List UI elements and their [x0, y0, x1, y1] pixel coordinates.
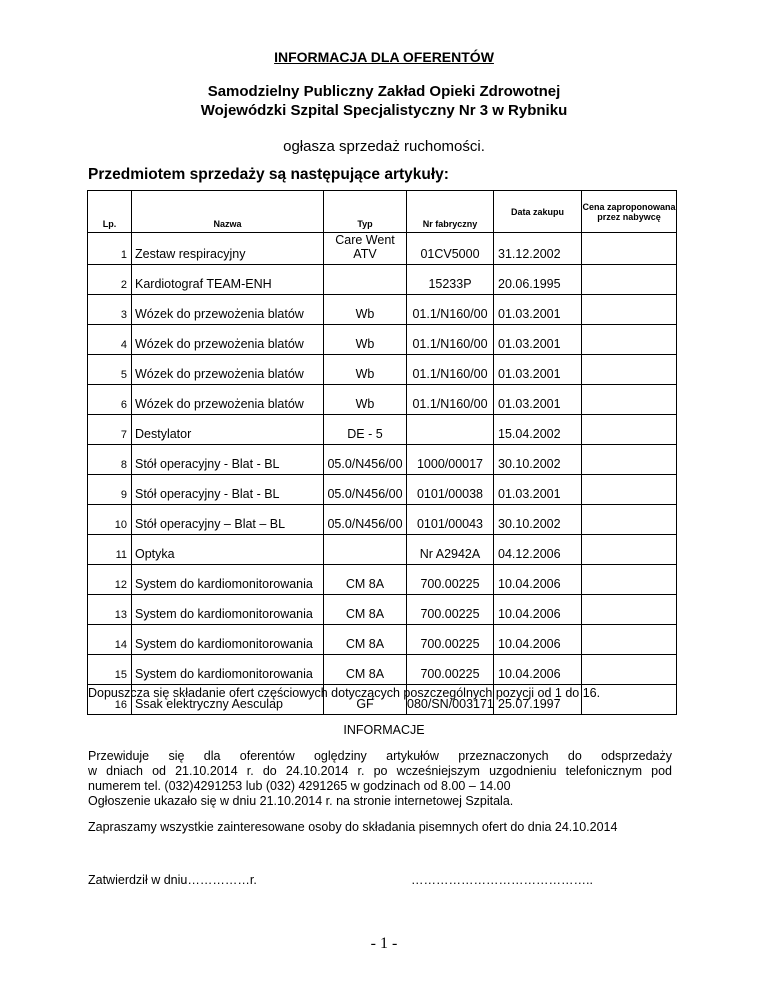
header-type: Typ: [324, 191, 407, 233]
row-name: Ssak elektryczny Aesculap: [132, 685, 324, 715]
row-name: System do kardiomonitorowania: [132, 655, 324, 685]
row-type: CM 8A: [324, 655, 407, 685]
header-date: Data zakupu: [494, 191, 582, 233]
row-name: Wózek do przewożenia blatów: [132, 385, 324, 415]
row-date: 25.07.1997: [494, 685, 582, 715]
row-lp: 7: [88, 415, 132, 445]
table-row: [88, 625, 677, 655]
table-row: [88, 295, 677, 325]
row-serial: 01CV5000: [407, 233, 494, 265]
items-table: [87, 190, 677, 715]
row-type: Wb: [324, 385, 407, 415]
row-name: Destylator: [132, 415, 324, 445]
row-serial: 0101/00043: [407, 505, 494, 535]
row-serial: 080/SN/003171: [407, 685, 494, 715]
page-number: - 1 -: [370, 935, 398, 952]
row-serial: 700.00225: [407, 565, 494, 595]
row-name: System do kardiomonitorowania: [132, 595, 324, 625]
row-lp: 16: [88, 685, 132, 715]
row-date: 01.03.2001: [494, 385, 582, 415]
row-date: 10.04.2006: [494, 625, 582, 655]
row-price: [582, 565, 677, 595]
row-price: [582, 655, 677, 685]
header-serial: Nr fabryczny: [407, 191, 494, 233]
row-type: Wb: [324, 295, 407, 325]
table-row: [88, 505, 677, 535]
signature-line: ……………………………………..: [411, 873, 593, 887]
table-row: [88, 595, 677, 625]
row-lp: 9: [88, 475, 132, 505]
row-price: [582, 415, 677, 445]
row-type: [324, 535, 407, 565]
row-type: CM 8A: [324, 595, 407, 625]
row-price: [582, 385, 677, 415]
row-serial: 700.00225: [407, 595, 494, 625]
subject-heading: Przedmiotem sprzedaży są następujące artykuły:: [88, 166, 449, 183]
row-serial: 01.1/N160/00: [407, 355, 494, 385]
table-row: [88, 325, 677, 355]
row-serial: 15233P: [407, 265, 494, 295]
table-row: [88, 655, 677, 685]
row-serial: 01.1/N160/00: [407, 295, 494, 325]
row-price: [582, 535, 677, 565]
row-date: 01.03.2001: [494, 295, 582, 325]
table-row: [88, 233, 677, 265]
row-price: [582, 505, 677, 535]
row-lp: 15: [88, 655, 132, 685]
row-date: 20.06.1995: [494, 265, 582, 295]
row-lp: 14: [88, 625, 132, 655]
row-serial: 0101/00038: [407, 475, 494, 505]
invitation-text: Zapraszamy wszystkie zainteresowane osoby do składania pisemnych ofert do dnia 24.10.2014: [88, 820, 618, 834]
table-row: [88, 265, 677, 295]
institution-name-line2: Wojewódzki Szpital Specjalistyczny Nr 3 w Rybniku: [200, 102, 568, 119]
row-type: DE - 5: [324, 415, 407, 445]
row-type: [324, 265, 407, 295]
row-price: [582, 295, 677, 325]
announcement: ogłasza sprzedaż ruchomości.: [283, 138, 485, 155]
row-name: System do kardiomonitorowania: [132, 565, 324, 595]
row-name: Optyka: [132, 535, 324, 565]
row-serial: Nr A2942A: [407, 535, 494, 565]
row-serial: 01.1/N160/00: [407, 385, 494, 415]
row-lp: 10: [88, 505, 132, 535]
row-name: Wózek do przewożenia blatów: [132, 355, 324, 385]
row-name: Wózek do przewożenia blatów: [132, 295, 324, 325]
row-date: 10.04.2006: [494, 565, 582, 595]
row-price: [582, 445, 677, 475]
row-name: Wózek do przewożenia blatów: [132, 325, 324, 355]
info-paragraph: [88, 749, 672, 809]
row-type: Care Went ATV: [324, 233, 407, 265]
table-row: [88, 415, 677, 445]
row-type: 05.0/N456/00: [324, 505, 407, 535]
row-date: 01.03.2001: [494, 355, 582, 385]
row-name: System do kardiomonitorowania: [132, 625, 324, 655]
table-row: [88, 385, 677, 415]
row-type: Wb: [324, 355, 407, 385]
document-title: INFORMACJA DLA OFERENTÓW: [274, 49, 494, 65]
info-line: numerem tel. (032)4291253 lub (032) 4291265 w godzinach od 8.00 – 14.00: [88, 779, 511, 793]
row-lp: 1: [88, 233, 132, 265]
row-type: GF: [324, 685, 407, 715]
row-type: CM 8A: [324, 625, 407, 655]
row-name: Kardiotograf TEAM-ENH: [132, 265, 324, 295]
table-row: [88, 445, 677, 475]
row-serial: 700.00225: [407, 655, 494, 685]
row-serial: [407, 415, 494, 445]
row-date: 01.03.2001: [494, 325, 582, 355]
row-type: 05.0/N456/00: [324, 445, 407, 475]
row-type: 05.0/N456/00: [324, 475, 407, 505]
row-date: 01.03.2001: [494, 475, 582, 505]
row-serial: 01.1/N160/00: [407, 325, 494, 355]
row-lp: 8: [88, 445, 132, 475]
row-date: 10.04.2006: [494, 655, 582, 685]
row-date: 31.12.2002: [494, 233, 582, 265]
row-price: [582, 355, 677, 385]
row-lp: 3: [88, 295, 132, 325]
info-line: Ogłoszenie ukazało się w dniu 21.10.2014 r. na stronie internetowej Szpitala.: [88, 794, 514, 808]
table-row: [88, 355, 677, 385]
row-name: Stół operacyjny – Blat – BL: [132, 505, 324, 535]
row-lp: 4: [88, 325, 132, 355]
row-lp: 12: [88, 565, 132, 595]
row-lp: 2: [88, 265, 132, 295]
institution-name-line1: Samodzielny Publiczny Zakład Opieki Zdrowotnej: [207, 83, 561, 100]
table-row: [88, 535, 677, 565]
row-lp: 11: [88, 535, 132, 565]
row-price: [582, 625, 677, 655]
info-heading: INFORMACJE: [343, 723, 425, 737]
table-row: [88, 565, 677, 595]
partial-offers-note: Dopuszcza się składanie ofert częściowych dotyczących poszczególnych pozycji od 1 do 16.: [88, 686, 601, 700]
info-line: Przewiduje się dla oferentów oględziny artykułów przeznaczonych do odsprzedaży: [88, 749, 672, 763]
row-lp: 6: [88, 385, 132, 415]
row-serial: 700.00225: [407, 625, 494, 655]
info-line: w dniach od 21.10.2014 r. do 24.10.2014 r. po wcześniejszym uzgodnieniu telefonicznym pod: [88, 764, 672, 778]
row-lp: 5: [88, 355, 132, 385]
row-name: Stół operacyjny - Blat - BL: [132, 445, 324, 475]
table-row: [88, 475, 677, 505]
row-lp: 13: [88, 595, 132, 625]
row-price: [582, 475, 677, 505]
row-name: Zestaw respiracyjny: [132, 233, 324, 265]
row-date: 30.10.2002: [494, 505, 582, 535]
row-price: [582, 595, 677, 625]
row-date: 04.12.2006: [494, 535, 582, 565]
header-price: Cena zaproponowana przez nabywcę: [582, 191, 677, 233]
row-price: [582, 325, 677, 355]
row-name: Stół operacyjny - Blat - BL: [132, 475, 324, 505]
row-serial: 1000/00017: [407, 445, 494, 475]
header-name: Nazwa: [132, 191, 324, 233]
row-date: 10.04.2006: [494, 595, 582, 625]
approval-date-line: Zatwierdził w dniu……………r.: [88, 873, 257, 887]
row-price: [582, 265, 677, 295]
row-type: CM 8A: [324, 565, 407, 595]
header-lp: Lp.: [88, 191, 132, 233]
row-date: 15.04.2002: [494, 415, 582, 445]
row-date: 30.10.2002: [494, 445, 582, 475]
row-price: [582, 233, 677, 265]
row-type: Wb: [324, 325, 407, 355]
